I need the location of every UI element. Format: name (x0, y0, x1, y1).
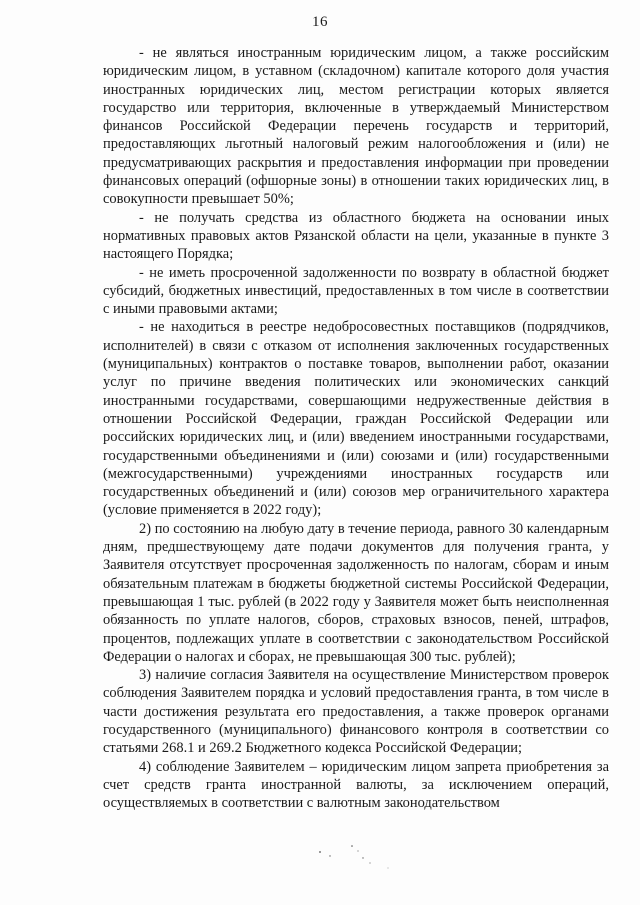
scan-specks (300, 838, 420, 878)
paragraph-item-3-consent: 3) наличие согласия Заявителя на осуществление Министерством проверок соблюдения Заявителем порядка и условий предоставления гранта, в том числе в части достижения результата его предоставления, а также проверок органами государственного (муниципального) финансового контроля в соответствии со статьями 268.1 и 269.2 Бюджетного кодекса Российской Федерации; (103, 667, 609, 757)
paragraph-no-overdue-debt: - не иметь просроченной задолженности по возврату в областной бюджет субсидий, бюджетных инвестиций, предоставленных в том числе в соответствии с иными правовыми актами; (103, 264, 609, 318)
paragraph-no-regional-funds: - не получать средства из областного бюджета на основании иных нормативных правовых актов Рязанской области на цели, указанные в пункте 3 настоящего Порядка; (103, 209, 609, 263)
paragraph-unfair-suppliers-registry: - не находиться в реестре недобросовестных поставщиков (подрядчиков, исполнителей) в связи с отказом от исполнения заключенных государственных (муниципальных) контрактов о поставке товаров, выполнении работ, оказании услуг по причине введения политических или экономических санкций иностранными государствами, совершающими недружественные действия в отношении Российской Федерации, граждан Российской Федерации или российских юридических лиц, и (или) введением иностранными государствами, государственными объединениями и (или) союзами и (или) государственными (межгосударственными) учреждениями иностранных государств или государственных объединений и (или) союзов мер ограничительного характера (условие применяется в 2022 году); (103, 319, 609, 519)
paragraph-item-4-currency: 4) соблюдение Заявителем – юридическим лицом запрета приобретения за счет средств гранта иностранной валюты, за исключением операций, осуществляемых в соответствии с валютным законодательством (103, 758, 609, 812)
paragraph-foreign-entity-condition: - не являться иностранным юридическим лицом, а также российским юридическим лицом, в уставном (складочном) капитале которого доля участия иностранных юридических лиц, местом регистрации которых является государство или территория, включенные в утверждаемый Министерством финансов Российской Федерации перечень государств и территорий, предоставляющих льготный налоговый режим налогообложения и (или) не предусматривающих раскрытия и предоставления информации при проведении финансовых операций (офшорные зоны) в отношении таких юридических лиц, в совокупности превышает 50%; (103, 45, 609, 208)
document-body (103, 44, 609, 812)
page-number: 16 (312, 14, 328, 30)
paragraph-item-2-tax-debt: 2) по состоянию на любую дату в течение периода, равного 30 календарным дням, предшествующему дате подачи документов для получения гранта, у Заявителя отсутствует просроченная задолженность по налогам, сборам и иным обязательным платежам в бюджеты бюджетной системы Российской Федерации, превышающая 1 тыс. рублей (в 2022 году у Заявителя может быть неисполненная обязанность по уплате налогов, сборов, страховых взносов, пеней, штрафов, процентов, подлежащих уплате в соответствии с законодательством Российской Федерации о налогах и сборах, не превышающая 300 тыс. рублей); (103, 520, 609, 665)
